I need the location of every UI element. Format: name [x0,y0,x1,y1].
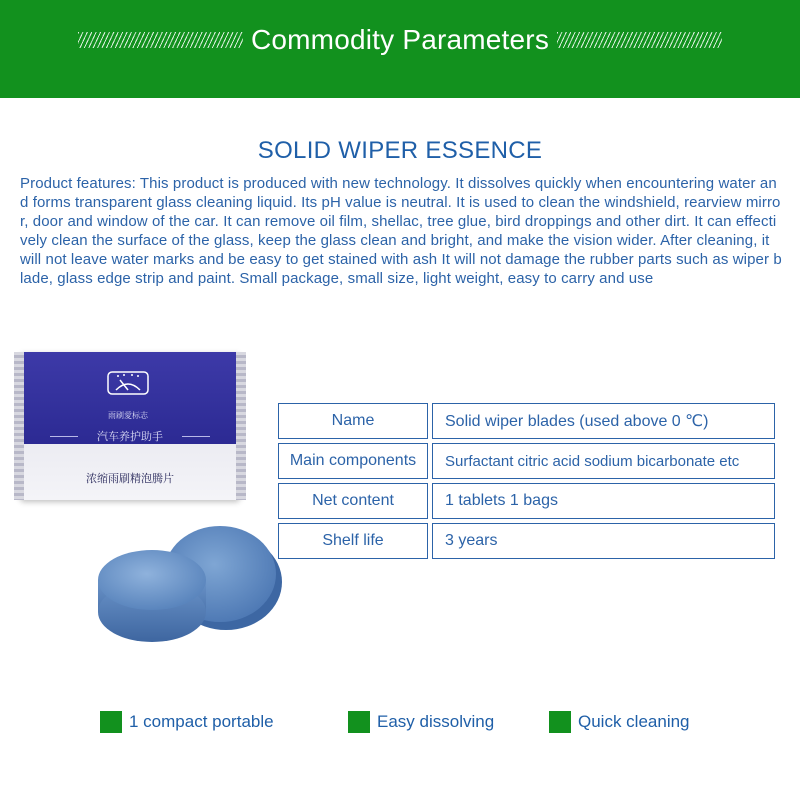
header-title-row [0,20,800,60]
feature-tag [100,710,274,734]
table-row [278,483,775,519]
param-name: Main components [278,443,428,479]
param-value: Surfactant citric acid sodium bicarbonate etc [432,443,775,479]
feature-tag-label: Easy dissolving [377,712,495,731]
windshield-wiper-icon [106,370,150,408]
hatch-decoration-left [78,32,243,48]
green-square-icon [348,711,370,733]
product-image [12,348,282,638]
param-name: Name [278,403,428,439]
hatch-decoration-right [557,32,722,48]
table-row [278,403,775,439]
page-title: Commodity Parameters [250,24,550,55]
param-value: 3 years [432,523,775,559]
feature-tag-label: 1 compact portable [129,712,274,731]
product-features-text: Product features: This product is produced with new technology. It dissolves quickly when encountering water and forms transparent glass cleaning liquid. Its pH value is neutral. It is used to clean the windshield, rearview mirror, door and window of the car. It can remove oil film, shellac, tree glue, bird droppings and other dirt. It can effectively clean the surface of the glass, keep the glass clean and bright, and make the vision wider. After cleaning, it will not leave water marks and be easy to get stained with ash It will not damage the rubber parts such as wiper blade, glass edge strip and paint. Small package, small size, light weight, easy to carry and use [20,175,782,287]
tablet-front-graphic [90,540,220,650]
packet-logo-text: 雨刷愛标志 [108,411,148,420]
param-value: Solid wiper blades (used above 0 ℃) [432,403,775,439]
feature-tag-label: Quick cleaning [578,712,690,731]
table-row [278,443,775,479]
param-name: Net content [278,483,428,519]
param-name: Shelf life [278,523,428,559]
table-row [278,523,775,559]
header-banner [0,0,800,98]
packet-product-name: 浓缩雨刷精泡腾片 [86,472,174,485]
feature-tag [348,710,494,734]
parameter-table [278,403,775,563]
param-value: 1 tablets 1 bags [432,483,775,519]
green-square-icon [100,711,122,733]
section-title: SOLID WIPER ESSENCE [257,137,543,164]
packet-image [20,352,240,500]
feature-tag [549,710,690,734]
packet-slogan: 汽车养护助手 [50,428,210,444]
feature-tags [100,710,740,734]
green-square-icon [549,711,571,733]
